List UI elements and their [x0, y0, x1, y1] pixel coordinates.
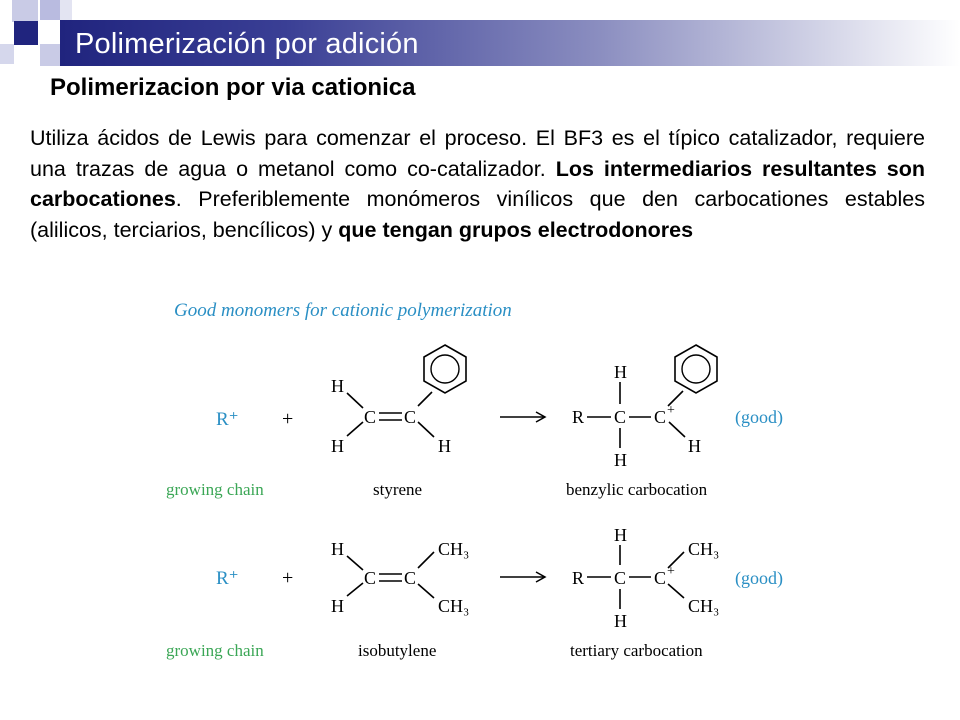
isobutylene-ch3-bottom: CH₃: [438, 596, 470, 616]
paragraph-part-1: Utiliza ácidos de Lewis para comenzar el proceso. El BF3 es el típico catalizador, requiere una trazas de agua o metanol como co-catalizador.: [30, 126, 925, 181]
benzene-ring-2: [675, 345, 717, 393]
styrene-h-bottom-right: H: [438, 436, 451, 456]
label-isobutylene: isobutylene: [358, 641, 437, 660]
product2-plus: +: [667, 564, 675, 579]
product1-r: R: [572, 407, 585, 427]
reaction-arrow-1: [500, 412, 545, 422]
initiator-1: R⁺: [216, 409, 239, 430]
figure-heading: Good monomers for cationic polymerization: [174, 300, 512, 321]
product1-h-right: H: [688, 436, 701, 456]
isobutylene-ch3-top: CH₃: [438, 539, 470, 559]
paragraph-bold-2: que tengan grupos electrodonores: [338, 217, 694, 242]
product1-h-top: H: [614, 362, 627, 382]
product2-ch3-bottom: CH₃: [688, 596, 720, 616]
good-label-2: (good): [735, 568, 783, 588]
plus-sign-2: +: [282, 567, 294, 589]
isobutylene-h-bottom: H: [331, 596, 344, 616]
styrene-c1: C: [364, 407, 377, 427]
label-styrene: styrene: [373, 480, 423, 499]
paragraph-bold-1: Los intermediarios resultantes son carbocationes: [30, 156, 925, 211]
product2-r: R: [572, 568, 585, 588]
isobutylene-c1: C: [364, 568, 377, 588]
styrene-bonds: [347, 392, 434, 437]
product1-plus: +: [667, 403, 675, 418]
product2-h-top: H: [614, 525, 627, 545]
label-growing-chain-2: growing chain: [166, 641, 264, 660]
product2-h-bottom: H: [614, 611, 627, 631]
isobutylene-c2: C: [404, 568, 417, 588]
product2-ch3-top: CH₃: [688, 539, 720, 559]
product2-c1: C: [614, 568, 627, 588]
good-label-1: (good): [735, 407, 783, 427]
slide-subtitle: Polimerizacion por via cationica: [50, 74, 416, 101]
benzene-ring-1: [424, 345, 466, 393]
reaction-arrow-2: [500, 572, 545, 582]
label-benzylic-carbocation: benzylic carbocation: [566, 480, 708, 499]
styrene-h-top-left: H: [331, 376, 344, 396]
plus-sign-1: +: [282, 408, 294, 430]
product2-c2: C: [654, 568, 667, 588]
label-tertiary-carbocation: tertiary carbocation: [570, 641, 703, 660]
styrene-h-bottom-left: H: [331, 436, 344, 456]
product1-c1: C: [614, 407, 627, 427]
slide-title: Polimerización por adición: [75, 28, 419, 60]
paragraph-part-2: . Preferiblemente monómeros vinílicos que den carbocationes estables (alilicos, terciarios, bencílicos) y: [30, 187, 925, 242]
product1-c2: C: [654, 407, 667, 427]
styrene-c2: C: [404, 407, 417, 427]
product1-h-bottom: H: [614, 450, 627, 470]
isobutylene-bonds: [347, 552, 434, 598]
label-growing-chain-1: growing chain: [166, 480, 264, 499]
isobutylene-h-top: H: [331, 539, 344, 559]
initiator-2: R⁺: [216, 568, 239, 589]
